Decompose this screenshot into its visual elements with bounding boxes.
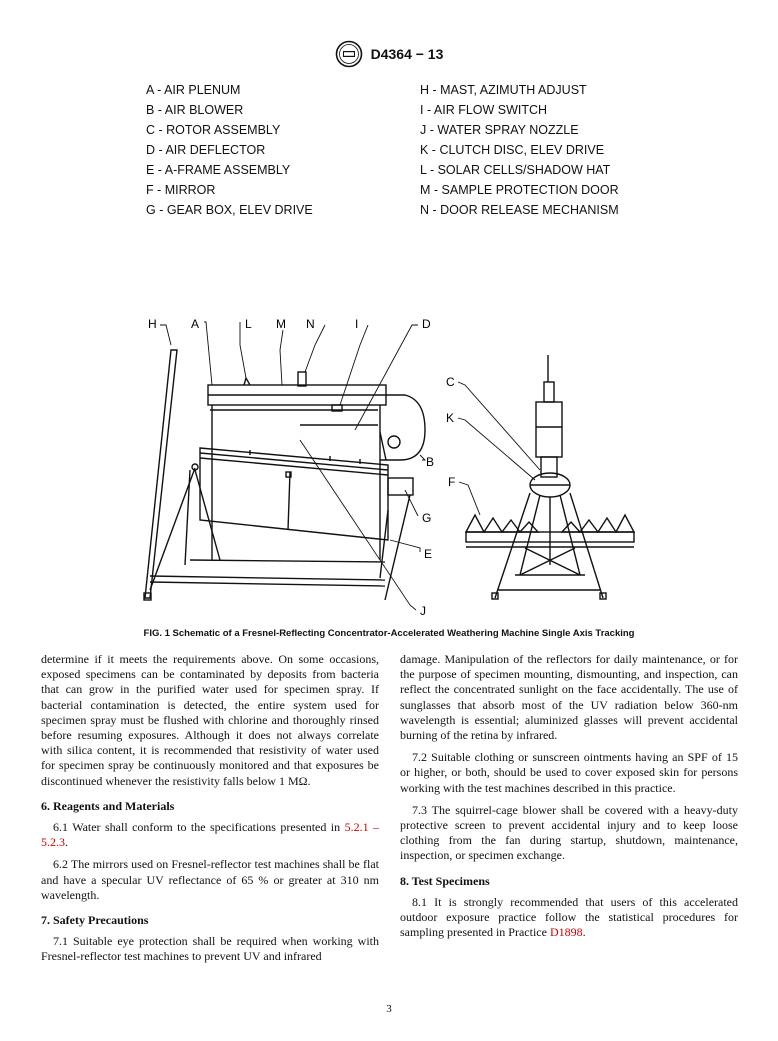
fig-label-f: F [448,475,456,489]
machine-schematic [0,300,778,620]
paragraph: damage. Manipulation of the reflectors for daily maintenance, or for the purpose of specimen mounting, dismounting, and inspection, can reflect the concentrated sunlight on the face accidentally. The use of sunglasses that absorb most of the UV radiation below 360-nm wavelength is essential; aluminized glasses will prevent accidental burning of the retina by infrared. [400,652,738,743]
section-heading: 7. Safety Precautions [41,913,149,928]
paragraph: 8.1 It is strongly recommended that users of this accelerated outdoor exposure practice follow the statistical procedures for sampling presented in Practice D1898. [400,894,738,940]
practice-ref-link[interactable]: D1898 [549,925,583,940]
fig-label-d: D [422,317,431,331]
legend-item: N - DOOR RELEASE MECHANISM [420,203,619,217]
legend-item: L - SOLAR CELLS/SHADOW HAT [420,163,611,177]
fig-label-b: B [426,455,435,469]
legend-item: M - SAMPLE PROTECTION DOOR [420,183,619,197]
legend-item: H - MAST, AZIMUTH ADJUST [420,83,587,97]
fig-label-i: I [355,317,359,331]
legend-item: K - CLUTCH DISC, ELEV DRIVE [420,143,605,157]
fig-label-k: K [446,411,455,425]
fig-label-n: N [306,317,315,331]
astm-logo-icon [335,40,363,68]
paragraph: 7.3 The squirrel-cage blower shall be covered with a heavy-duty protective screen to prevent accidental injury and to keep loose clothing from the fan during startup, shutdown, maintenance, inspection, or specimen exchange. [400,802,738,863]
fig-label-m: M [276,317,286,331]
legend-item: F - MIRROR [146,183,216,197]
legend-item: D - AIR DEFLECTOR [146,143,266,157]
section-heading: 8. Test Specimens [400,873,490,888]
fig-label-j: J [420,604,426,618]
gear-box [388,478,413,495]
legend-item: I - AIR FLOW SWITCH [420,103,548,117]
fig-label-c: C [446,375,455,389]
legend-item: C - ROTOR ASSEMBLY [146,123,281,137]
figure-caption: FIG. 1 Schematic of a Fresnel-Reflecting Concentrator-Accelerated Weathering Machine Single Axis Tracking [143,628,635,639]
legend-item: G - GEAR BOX, ELEV DRIVE [146,203,313,217]
paragraph: 6.1 Water shall conform to the specifications presented in 5.2.1 – 5.2.3. [41,820,380,850]
fig-label-h: H [148,317,157,331]
air-blower [380,395,425,460]
legend-left-column [146,80,313,220]
section-ref-link[interactable]: 5.2.1 – 5.2.3 [41,820,380,850]
legend-item: J - WATER SPRAY NOZZLE [420,123,579,137]
fig-label-a: A [191,317,200,331]
text-column-right [400,652,738,947]
text-column-left [41,652,379,972]
page-number: 3 [386,1003,392,1015]
legend-item: A - AIR PLENUM [146,83,241,97]
fig-label-g: G [422,511,432,525]
fig-label-e: E [424,547,433,561]
legend-item: E - A-FRAME ASSEMBLY [146,163,291,177]
paragraph: 7.2 Suitable clothing or sunscreen ointments having an SPF of 15 or higher, or both, should be used to cover exposed skin for persons working with the test machines described in this practice. [400,750,738,795]
paragraph: 7.1 Suitable eye protection shall be required when working with Fresnel-reflector test machines to prevent UV and infrared [41,934,379,964]
section-heading: 6. Reagents and Materials [41,798,175,813]
legend-right-column [420,80,619,220]
legend-item: B - AIR BLOWER [146,103,244,117]
standard-code: D4364 − 13 [370,46,444,62]
paragraph: 6.2 The mirrors used on Fresnel-reflector test machines shall be flat and have a specular UV reflectance of 65 % or greater at 310 nm wavelength. [41,857,379,902]
page-header [0,40,778,68]
rotor-assembly [536,402,562,457]
paragraph: determine if it meets the requirements above. On some occasions, exposed specimens can be contaminated by deposits from bacteria that can grow in the purified water used for specimen spray. If bacterial contamination is detected, the entire system used for specimen spray must be flushed with chlorine and thoroughly rinsed before resuming exposures. Although it does not always correlate with silica content, it is recommended that resistivity of water used for specimen spray be continuously monitored and that exposures be discontinued whenever the resistivity falls below 1 MΩ. [41,652,379,788]
fig-label-l: L [245,317,252,331]
